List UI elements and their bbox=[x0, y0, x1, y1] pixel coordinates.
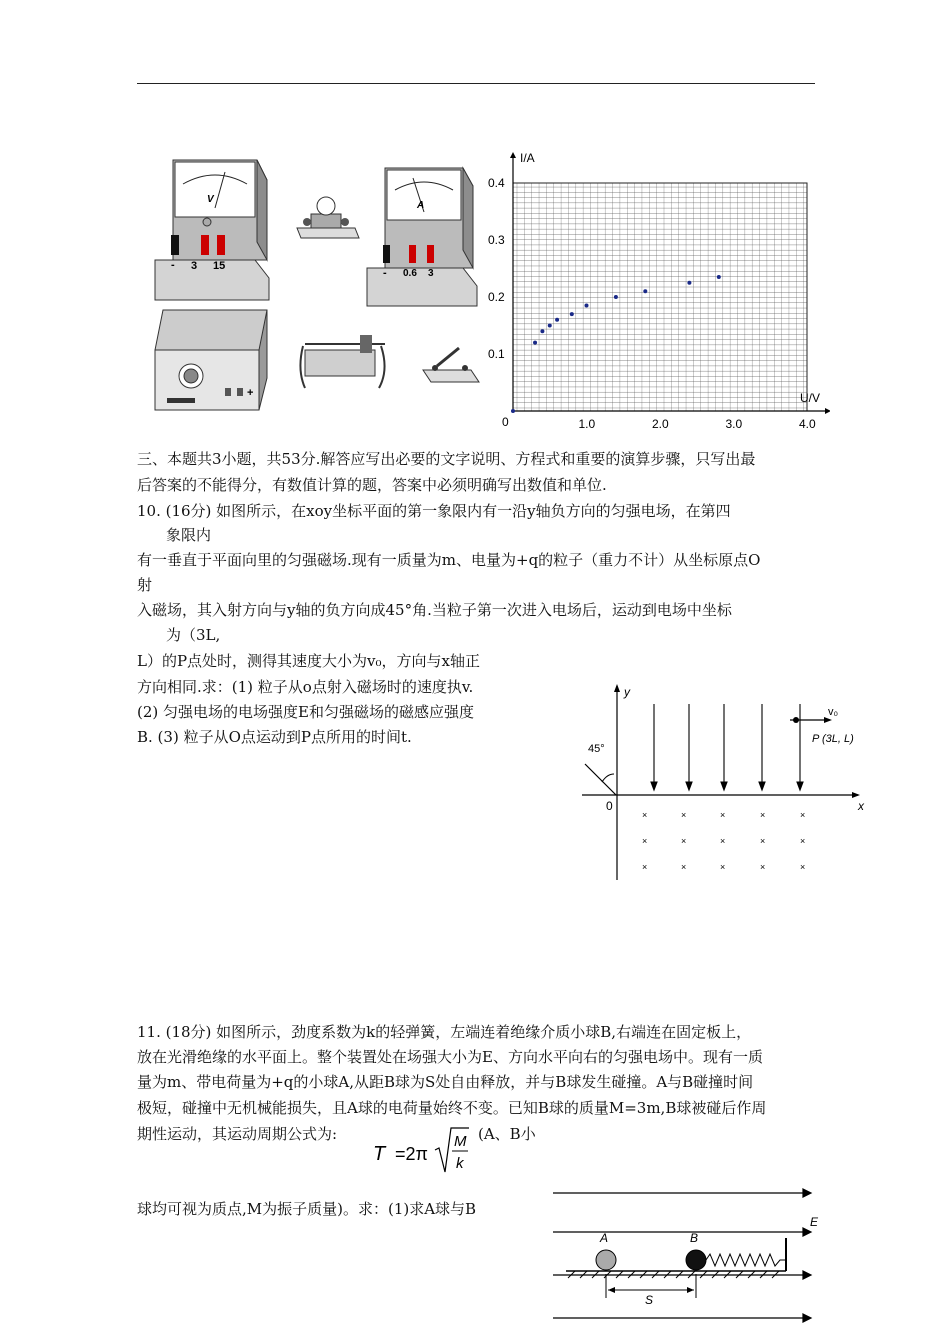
ammeter-terminal-neg: - bbox=[383, 267, 387, 279]
svg-text:×: × bbox=[800, 836, 806, 846]
data-point bbox=[533, 341, 537, 345]
y-tick-label: 0.4 bbox=[488, 176, 505, 190]
data-point bbox=[687, 281, 691, 285]
voltmeter bbox=[155, 160, 269, 300]
y-axis-label: I/A bbox=[520, 151, 535, 165]
formula-eq: =2π bbox=[395, 1144, 428, 1164]
svg-text:×: × bbox=[681, 862, 687, 872]
voltmeter-symbol: V bbox=[207, 194, 214, 205]
ammeter bbox=[367, 168, 477, 306]
x-axis-label: U/V bbox=[800, 391, 821, 405]
q10-line-1: 10. (16分) 如图所示，在xoy坐标平面的第一象限内有一沿y轴负方向的匀强电场，在第四 bbox=[137, 502, 731, 520]
x-tick-label: 2.0 bbox=[652, 417, 669, 431]
ammeter-terminal-0.6: 0.6 bbox=[403, 268, 417, 279]
rheostat bbox=[300, 335, 385, 388]
formula-numerator: M bbox=[454, 1133, 467, 1150]
svg-text:×: × bbox=[800, 862, 806, 872]
x-tick-label: 4.0 bbox=[799, 417, 816, 431]
q10-velocity-label: v₀ bbox=[828, 706, 839, 718]
y-tick-label: 0.1 bbox=[488, 347, 505, 361]
q11-A-label: A bbox=[600, 1231, 609, 1245]
q10-magnetic-field-marks bbox=[642, 810, 805, 872]
origin-label: 0 bbox=[502, 415, 509, 429]
q11-line-5: 期性运动，其运动周期公式为: bbox=[137, 1125, 338, 1143]
x-tick-label: 1.0 bbox=[578, 417, 596, 431]
q10-line-8: 方向相同.求：(1) 粒子从o点射入磁场时的速度执v. bbox=[137, 678, 474, 696]
q11-period-formula bbox=[365, 1120, 475, 1184]
q11-line-3: 量为m、带电荷量为+q的小球A,从距B球为S处自由释放，并与B球发生碰撞。A与B碰撞时间 bbox=[137, 1073, 754, 1091]
data-point bbox=[540, 329, 544, 333]
top-rule bbox=[137, 83, 815, 84]
svg-text:×: × bbox=[760, 836, 766, 846]
q10-point-label: P (3L, L) bbox=[812, 733, 854, 745]
data-point bbox=[717, 275, 721, 279]
formula-T: T bbox=[373, 1143, 386, 1165]
svg-text:×: × bbox=[720, 836, 726, 846]
svg-text:×: × bbox=[720, 810, 726, 820]
apparatus-figure bbox=[145, 150, 490, 440]
data-point bbox=[548, 324, 552, 328]
svg-text:×: × bbox=[642, 836, 648, 846]
q11-line-2: 放在光滑绝缘的水平面上。整个装置处在场强大小为E、方向水平向右的匀强电场中。现有一质 bbox=[137, 1048, 763, 1066]
q10-line-4: 射 bbox=[137, 576, 153, 594]
svg-text:×: × bbox=[720, 862, 726, 872]
q10-field-lines bbox=[651, 704, 803, 790]
q11-figure bbox=[548, 1176, 833, 1344]
q11-line-4: 极短，碰撞中无机械能损失，且A球的电荷量始终不变。已知B球的质量M=3m,B球被碰后作周 bbox=[137, 1099, 767, 1117]
power-supply bbox=[155, 310, 267, 410]
section-heading-line2: 后答案的不能得分，有数值计算的题，答案中必须明确写出数值和单位. bbox=[137, 476, 607, 494]
voltmeter-terminal-3: 3 bbox=[191, 260, 198, 272]
voltmeter-terminal-neg: - bbox=[171, 259, 175, 271]
switch bbox=[423, 348, 479, 382]
q11-ball-B bbox=[686, 1250, 706, 1270]
q10-line-2: 象限内 bbox=[166, 526, 212, 544]
ammeter-terminal-3: 3 bbox=[428, 268, 434, 279]
formula-denominator: k bbox=[456, 1155, 464, 1172]
svg-text:×: × bbox=[800, 810, 806, 820]
q10-figure bbox=[580, 682, 870, 882]
q10-entry-direction bbox=[585, 764, 616, 795]
q10-line-3: 有一垂直于平面向里的匀强磁场.现有一质量为m、电量为+q的粒子（重力不计）从坐标原点O bbox=[137, 551, 761, 569]
svg-text:×: × bbox=[642, 862, 648, 872]
svg-text:×: × bbox=[681, 836, 687, 846]
voltmeter-terminal-15: 15 bbox=[213, 260, 226, 272]
q11-last-line: 球均可视为质点,M为振子质量)。求：(1)求A球与B bbox=[137, 1200, 477, 1218]
data-point bbox=[570, 312, 574, 316]
q11-S-label: S bbox=[645, 1293, 654, 1307]
y-tick-label: 0.2 bbox=[488, 290, 505, 304]
data-point bbox=[555, 318, 559, 322]
data-point bbox=[614, 295, 618, 299]
q10-line-5: 入磁场，其入射方向与y轴的负方向成45°角.当粒子第一次进入电场后，运动到电场中坐标 bbox=[137, 601, 732, 619]
q11-ball-A bbox=[596, 1250, 616, 1270]
iu-chart bbox=[480, 150, 830, 435]
data-point bbox=[643, 289, 647, 293]
q10-line-10: B. (3) 粒子从O点运动到P点所用的时间t. bbox=[137, 728, 412, 746]
q10-line-9: (2) 匀强电场的电场强度E和匀强磁场的磁感应强度 bbox=[137, 703, 474, 721]
q11-B-label: B bbox=[690, 1231, 699, 1245]
zero-adjust-screw bbox=[203, 218, 211, 226]
q10-x-label: x bbox=[858, 799, 864, 813]
q10-line-7: L）的P点处时，测得其速度大小为v₀，方向与x轴正 bbox=[137, 652, 481, 670]
y-tick-label: 0.3 bbox=[488, 233, 505, 247]
q11-field-lines bbox=[553, 1189, 811, 1322]
svg-text:×: × bbox=[760, 862, 766, 872]
q11-line-1: 11. (18分) 如图所示，劲度系数为k的轻弹簧，左端连着绝缘介质小球B,右端连在固定板上， bbox=[137, 1023, 752, 1041]
svg-text:×: × bbox=[681, 810, 687, 820]
q11-spring bbox=[706, 1254, 786, 1266]
data-point bbox=[585, 304, 589, 308]
svg-text:×: × bbox=[760, 810, 766, 820]
q10-angle-label: 45° bbox=[588, 743, 605, 755]
data-point bbox=[511, 409, 515, 413]
q11-after-formula: (A、B小 bbox=[478, 1125, 536, 1143]
light-bulb bbox=[297, 197, 359, 238]
chart-grid bbox=[513, 183, 807, 411]
power-plus-label: + bbox=[247, 387, 254, 399]
q10-origin-label: 0 bbox=[606, 799, 613, 813]
q10-line-6: 为（3L, bbox=[166, 626, 221, 644]
x-tick-label: 3.0 bbox=[725, 417, 743, 431]
q11-E-label: E bbox=[810, 1215, 819, 1229]
section-heading-line1: 三、本题共3小题，共53分.解答应写出必要的文字说明、方程式和重要的演算步骤，只写出最 bbox=[137, 450, 756, 468]
svg-text:×: × bbox=[642, 810, 648, 820]
q10-y-label: y bbox=[624, 685, 630, 699]
ammeter-symbol: A bbox=[417, 200, 425, 211]
